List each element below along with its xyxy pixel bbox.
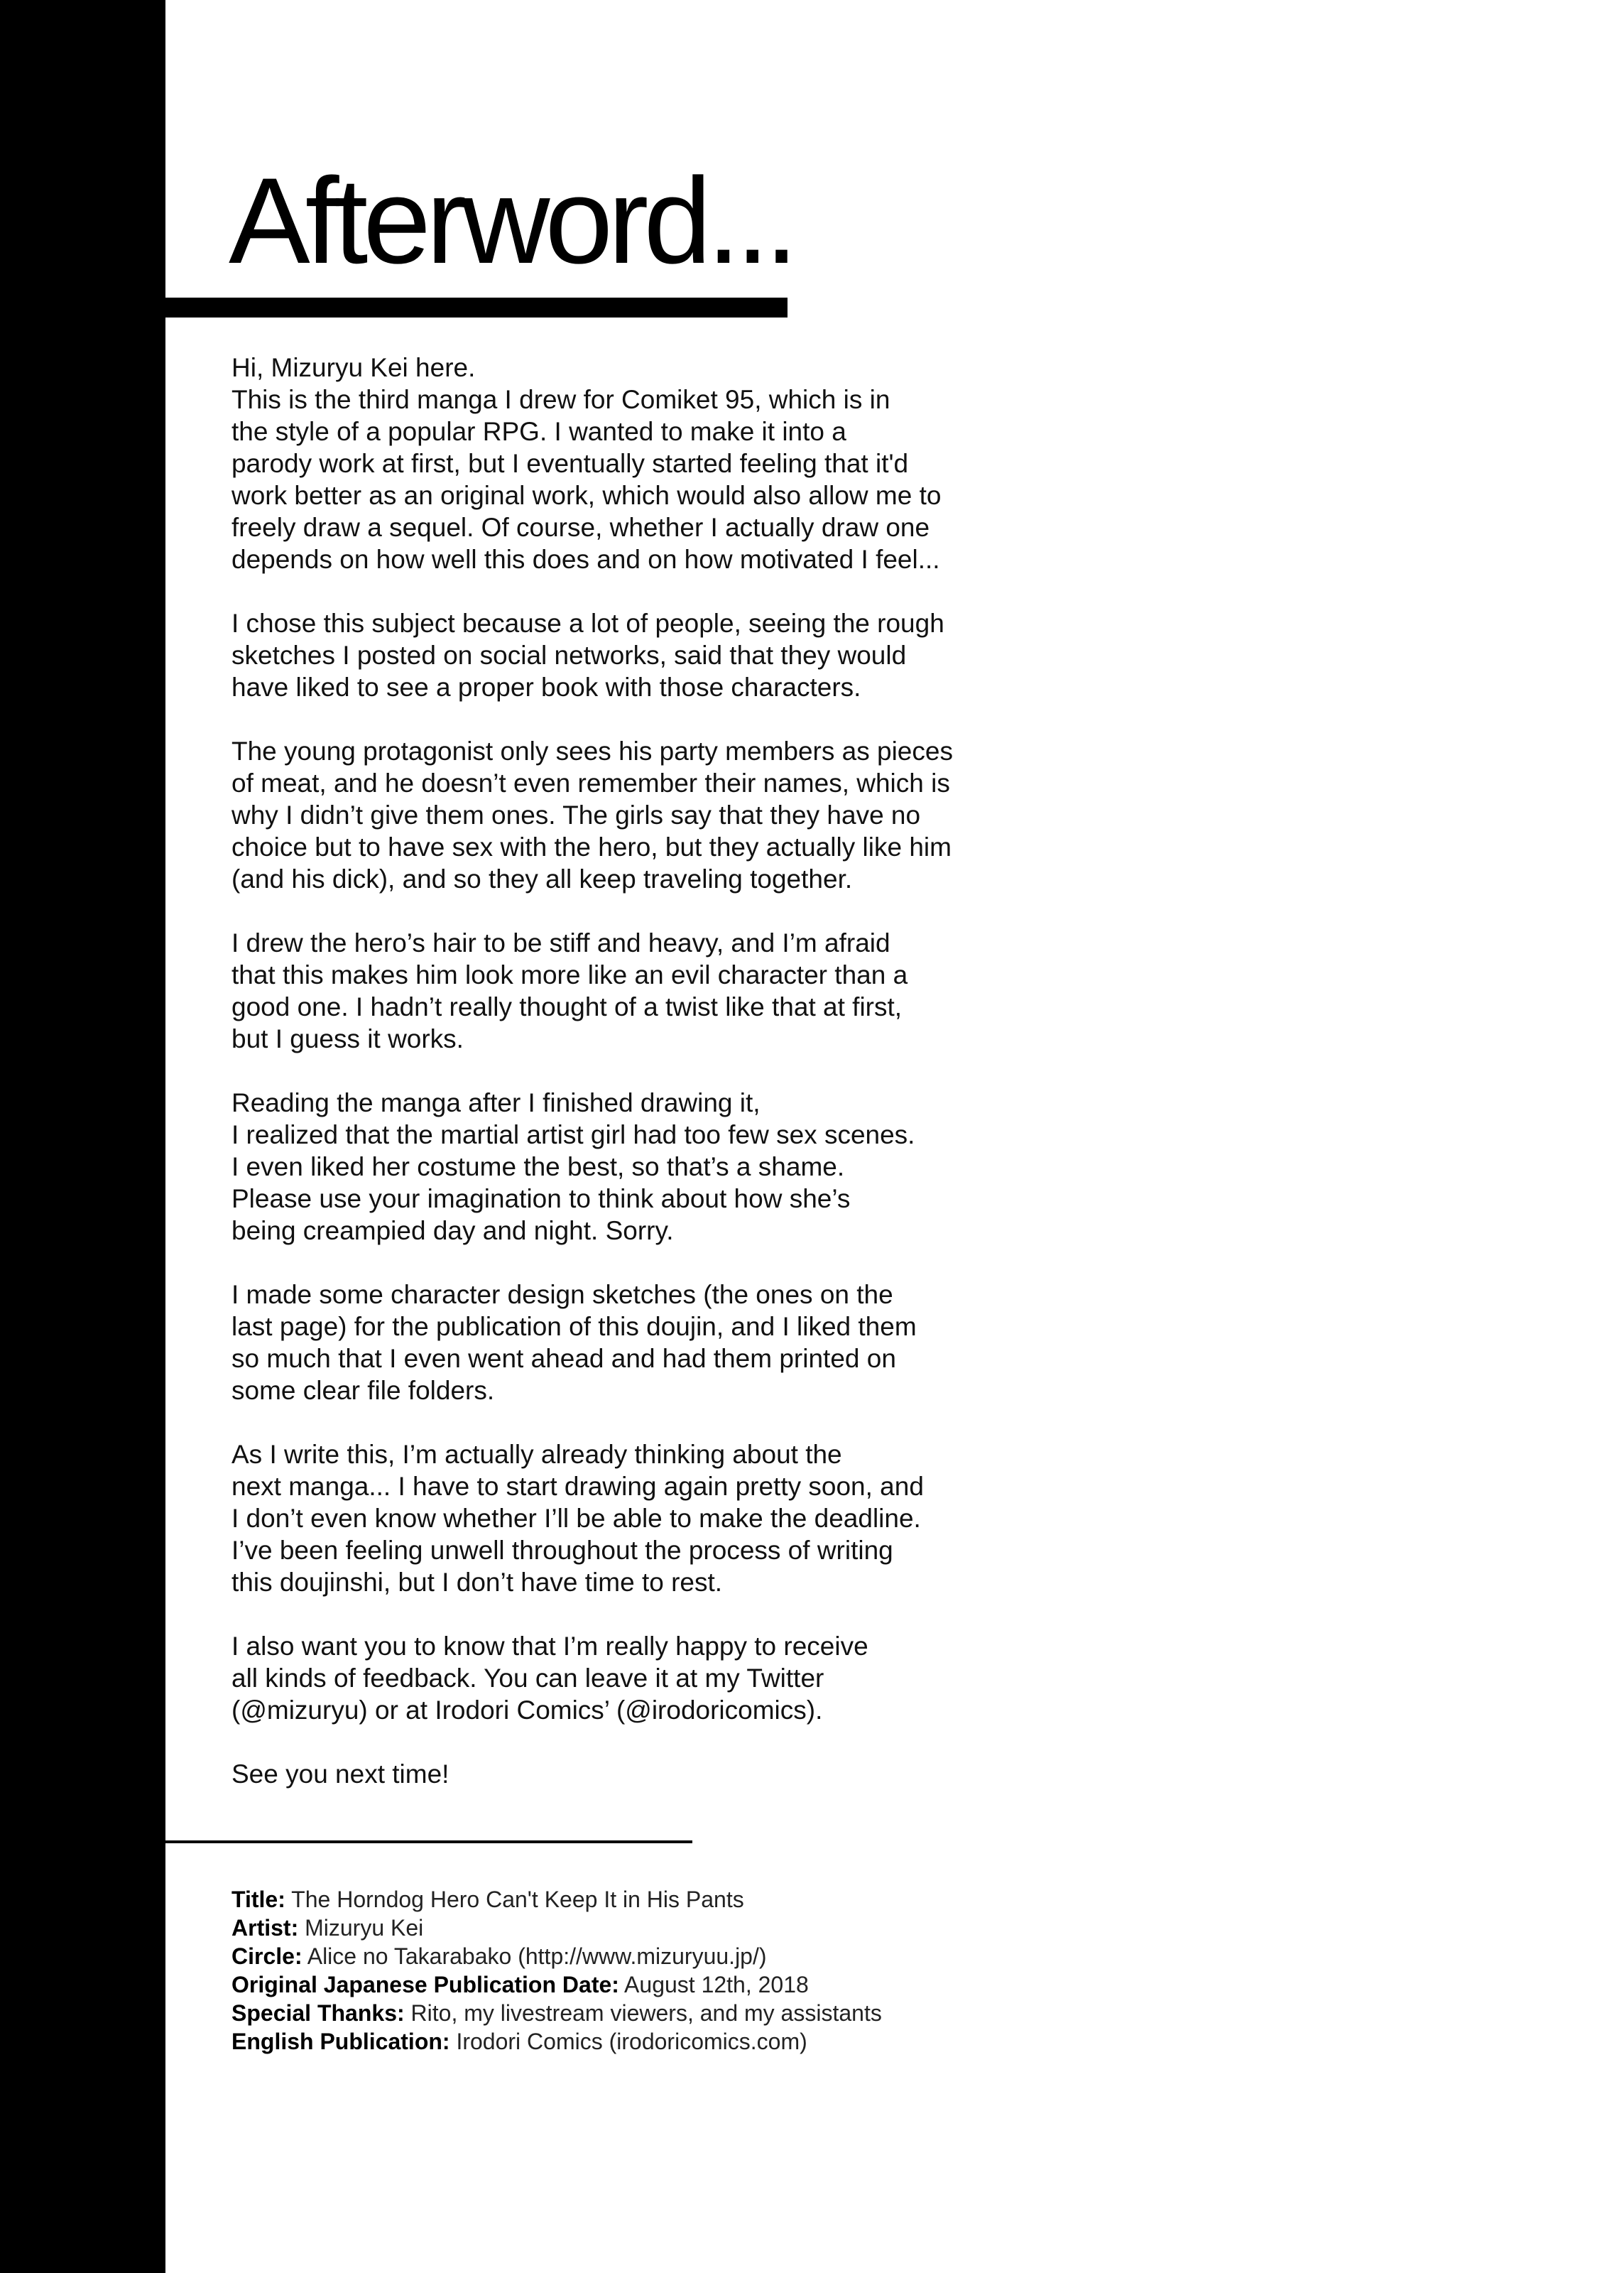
credit-label: Circle: <box>231 1943 303 1969</box>
credit-value: Alice no Takarabako (http://www.mizuryuu.jp/) <box>307 1943 767 1969</box>
credit-title <box>231 1885 1297 1914</box>
paragraph-signoff: See you next time! <box>231 1759 449 1789</box>
credit-artist <box>231 1914 1297 1942</box>
paragraph-feedback: I also want you to know that I’m really happy to receive all kinds of feedback. You can leave it at my Twitter (@mizuryu) or at Irodori Comics’ (@irodoricomics). <box>231 1632 868 1725</box>
credit-value: The Horndog Hero Can't Keep It in His Pants <box>291 1887 744 1912</box>
credit-label: English Publication: <box>231 2029 450 2054</box>
credit-special-thanks <box>231 1999 1297 2027</box>
left-margin-bar <box>0 0 165 2273</box>
credits-divider <box>165 1840 692 1843</box>
credit-value: Rito, my livestream viewers, and my assistants <box>410 2000 882 2026</box>
credit-value: Mizuryu Kei <box>305 1915 424 1941</box>
title-underline <box>165 298 788 318</box>
credit-label: Title: <box>231 1887 285 1912</box>
credit-english-publication <box>231 2027 1297 2056</box>
paragraph-protagonist: The young protagonist only sees his party members as pieces of meat, and he doesn’t even remember their names, which is why I didn’t give them ones. The girls say that they have no choice but to have sex with the hero, but they actually like him (and his dick), and so they all keep traveling together. <box>231 737 953 894</box>
credit-publication-date <box>231 1970 1297 1999</box>
paragraph-subject: I chose this subject because a lot of people, seeing the rough sketches I posted on social networks, said that they would have liked to see a proper book with those characters. <box>231 609 944 702</box>
paragraph-hero-hair: I drew the hero’s hair to be stiff and heavy, and I’m afraid that this makes him look more like an evil character than a good one. I hadn’t really thought of a twist like that at first, but I guess it works. <box>231 928 908 1053</box>
credits-block <box>231 1885 1297 2056</box>
paragraph-next-manga: As I write this, I’m actually already thinking about the next manga... I have to start drawing again pretty soon, and I don’t even know whether I’ll be able to make the deadline. I’ve been feeling unwell throughout the process of writing this doujinshi, but I don’t have time to rest. <box>231 1440 924 1597</box>
page-title: Afterword... <box>229 153 794 289</box>
paragraph-intro: Hi, Mizuryu Kei here. This is the third manga I drew for Comiket 95, which is in the style of a popular RPG. I wanted to make it into a parody work at first, but I eventually started feeling that it'd work better as an original work, which would also allow me to freely draw a sequel. Of course, whether I actually draw one depends on how well this does and on how motivated I feel... <box>231 353 942 574</box>
credit-value: August 12th, 2018 <box>624 1972 809 1997</box>
paragraph-martial-artist: Reading the manga after I finished drawing it, I realized that the martial artist girl had too few sex scenes. I even liked her costume the best, so that’s a shame. Please use your imagination to think about how she’s being creampied day and night. Sorry. <box>231 1088 915 1245</box>
credit-value: Irodori Comics (irodoricomics.com) <box>456 2029 807 2054</box>
credit-label: Artist: <box>231 1915 299 1941</box>
paragraph-design-sketches: I made some character design sketches (the ones on the last page) for the publication of this doujin, and I liked them so much that I even went ahead and had them printed on some clear file folders. <box>231 1280 917 1405</box>
afterword-body <box>231 352 1105 1822</box>
credit-label: Original Japanese Publication Date: <box>231 1972 619 1997</box>
credit-circle <box>231 1942 1297 1970</box>
credit-label: Special Thanks: <box>231 2000 405 2026</box>
